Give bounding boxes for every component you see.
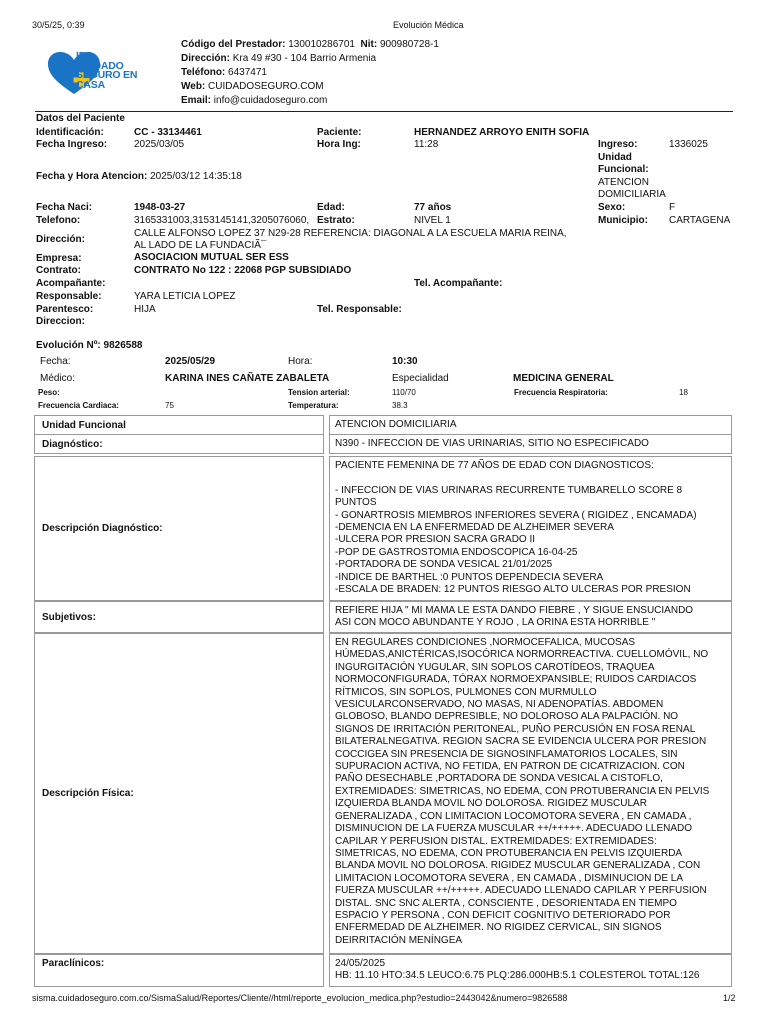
evo-hora-value: 10:30	[392, 356, 418, 367]
unidad-value-1: ATENCION	[598, 177, 649, 188]
fecha-naci-label: Fecha Naci:	[36, 202, 93, 213]
diagnostico-value: N390 - INFECCION DE VIAS URINARIAS, SITIO NO ESPECIFICADO	[329, 434, 732, 454]
patient-section-title: Datos del Paciente	[36, 113, 125, 124]
evo-temp-value: 38.3	[392, 401, 408, 410]
empresa-value: ASOCIACION MUTUAL SER ESS	[134, 252, 289, 263]
unidad-value-2: DOMICILIARIA	[598, 189, 666, 200]
direccion-patient-label: Dirección:	[36, 234, 85, 245]
descripcion-diagnostico-value: PACIENTE FEMENINA DE 77 AÑOS DE EDAD CON DIAGNOSTICOS: - INFECCION DE VIAS URINARAS RECURRENTE TUMBARELLO SCORE 8 PUNTOS - GONARTROSIS MIEMBROS INFERIORES SEVERA ( RIGIDEZ , ENCAMADA) -DEMENCIA EN LA ENFERMEDAD DE ALZHEIMER SEVERA -ULCERA POR PRESION SACRA GRADO II -POP DE GASTROSTOMIA ENDOSCOPICA 16-04-25 -PORTADORA DE SONDA VESICAL 21/01/2025 -INDICE DE BARTHEL :0 PUNTOS DEPENDECIA SEVERA -ESCALA DE BRADEN: 12 PUNTOS RIESGO ALTO ULCERAS POR PRESION	[329, 456, 732, 601]
responsable-value: YARA LETICIA LOPEZ	[134, 291, 236, 302]
paciente-label: Paciente:	[317, 127, 362, 138]
table-row-descripcion-fisica	[34, 633, 732, 954]
web-label: Web:	[181, 81, 206, 92]
sexo-value: F	[669, 202, 676, 213]
tel-responsable-label: Tel. Responsable:	[317, 304, 402, 315]
evo-especialidad-label: Especialidad	[392, 373, 449, 384]
evo-fresp-label: Frecuencia Respiratoria:	[514, 388, 608, 397]
municipio-value: CARTAGENA	[669, 215, 731, 226]
print-page-title: Evolución Médica	[393, 20, 464, 30]
estrato-label: Estrato:	[317, 215, 355, 226]
descripcion-diagnostico-label: Descripción Diagnóstico:	[34, 456, 324, 601]
evo-especialidad-value: MEDICINA GENERAL	[513, 373, 614, 384]
evo-fecha-label: Fecha:	[40, 356, 71, 367]
evo-tension-label: Tension arterial:	[288, 388, 350, 397]
evo-fcard-label: Frecuencia Cardiaca:	[38, 401, 119, 410]
email-label: Email:	[181, 95, 212, 106]
edad-label: Edad:	[317, 202, 345, 213]
evo-fresp-value: 18	[679, 388, 688, 397]
evo-tension-value: 110/70	[392, 388, 416, 397]
email-value: info@cuidadoseguro.com	[213, 95, 328, 106]
subjetivos-value: REFIERE HIJA " MI MAMA LE ESTA DANDO FIEBRE , Y SIGUE ENSUCIANDO ASI CON MOCO ABUNDANTE Y ROJO , LA ORINA ESTA HORRIBLE "	[329, 601, 732, 633]
contrato-value: CONTRATO No 122 : 22068 PGP SUBSIDIADO	[134, 265, 352, 276]
subjetivos-label: Subjetivos:	[34, 601, 324, 633]
direccion-value: Kra 49 #30 - 104 Barrio Armenia	[232, 53, 377, 64]
nit-value: 900980728-1	[380, 39, 439, 50]
evo-peso-label: Peso:	[38, 388, 60, 397]
table-row-diagnostico	[34, 434, 732, 454]
print-page-count: 1/2	[723, 993, 736, 1003]
paciente-value: HERNANDEZ ARROYO ENITH SOFIA	[414, 127, 590, 138]
header-divider	[35, 111, 733, 112]
fecha-naci-value: 1948-03-27	[134, 202, 186, 213]
unidad-label-1: Unidad	[598, 152, 632, 163]
nit-label: Nit:	[360, 39, 378, 50]
evo-fecha-value: 2025/05/29	[165, 356, 216, 367]
ingreso-label: Ingreso:	[598, 139, 638, 150]
fecha-atencion-value: 2025/03/12 14:35:18	[150, 171, 242, 182]
direccion-label: Dirección:	[181, 53, 230, 64]
direccion-patient-value-1: CALLE ALFONSO LOPEZ 37 N29-28 REFERENCIA: DIAGONAL A LA ESCUELA MARIA REINA,	[134, 228, 567, 239]
estrato-value: NIVEL 1	[414, 215, 451, 226]
unidad-label-2: Funcional:	[598, 164, 649, 175]
table-row-subjetivos	[34, 601, 732, 633]
codigo-value: 130010286701	[288, 39, 355, 50]
web-value: CUIDADOSEGURO.COM	[208, 81, 324, 92]
evo-temp-label: Temperatura:	[288, 401, 339, 410]
logo-line-1: IPS	[76, 50, 93, 62]
unidad-funcional-value: ATENCION DOMICILIARIA	[329, 415, 732, 435]
diagnostico-label: Diagnóstico:	[34, 434, 324, 454]
codigo-label: Código del Prestador:	[181, 39, 286, 50]
hora-ing-label: Hora Ing:	[317, 139, 361, 150]
evo-fcard-value: 75	[165, 401, 174, 410]
fecha-atencion-label: Fecha y Hora Atencion:	[36, 171, 148, 182]
identificacion-value: CC - 33134461	[134, 127, 202, 138]
direccion-patient-value-2: AL LADO DE LA FUNDACIÃ¯	[134, 240, 267, 251]
telefono-value: 6437471	[228, 67, 267, 78]
print-url: sisma.cuidadoseguro.com.co/SismaSalud/Reportes/Cliente//html/reporte_evolucion_medica.php?estudio=2443042&numero=9826588	[32, 993, 568, 1003]
acompanante-label: Acompañante:	[36, 278, 106, 289]
paraclinicos-value: 24/05/2025 HB: 11.10 HTO:34.5 LEUCO:6.75 PLQ:286.000HB:5.1 COLESTEROL TOTAL:126	[329, 954, 732, 987]
fecha-ingreso-label: Fecha Ingreso:	[36, 139, 108, 150]
ingreso-value: 1336025	[669, 139, 708, 150]
parentesco-value: HIJA	[134, 304, 156, 315]
logo-line-4: CASA	[76, 78, 105, 91]
logo-line-2: CUIDADO	[76, 59, 124, 72]
contrato-label: Contrato:	[36, 265, 81, 276]
responsable-label: Responsable:	[36, 291, 102, 302]
direccion2-label: Direccion:	[36, 316, 85, 327]
municipio-label: Municipio:	[598, 215, 648, 226]
descripcion-fisica-label: Descripción Física:	[34, 633, 324, 954]
table-row-unidad	[34, 415, 732, 435]
hora-ing-value: 11:28	[414, 139, 439, 150]
evolucion-title: Evolución Nº: 9826588	[36, 340, 143, 351]
evo-medico-label: Médico:	[40, 373, 76, 384]
telefono-label: Telefono:	[36, 215, 81, 226]
fecha-ingreso-value: 2025/03/05	[134, 139, 185, 150]
unidad-funcional-label: Unidad Funcional	[34, 415, 324, 435]
telefono-value: 3165331003,3153145141,3205076060,	[134, 215, 310, 226]
parentesco-label: Parentesco:	[36, 304, 94, 315]
table-row-descripcion-diagnostico	[34, 456, 732, 601]
sexo-label: Sexo:	[598, 202, 626, 213]
print-datetime: 30/5/25, 0:39	[32, 20, 85, 30]
empresa-label: Empresa:	[36, 253, 82, 264]
identificacion-label: Identificación:	[36, 127, 104, 138]
evo-medico-value: KARINA INES CAÑATE ZABALETA	[165, 373, 330, 384]
descripcion-fisica-value: EN REGULARES CONDICIONES ,NORMOCEFALICA, MUCOSAS HÚMEDAS,ANICTÉRICAS,ISOCÓRICA NORMORREACTIVA. CUELLOMÓVIL, NO INGURGITACIÓN YUGULAR, SIN SOPLOS CAROTÍDEOS, TRAQUEA NORMOCONFIGURADA, TÓRAX NORMOEXPANSIBLE; RUIDOS CARDIACOS RÍTMICOS, SIN SOPLOS, PULMONES CON MURMULLO VESICULARCONSERVADO, NO MASAS, NI ADENOPATÍAS. ABDOMEN GLOBOSO, BLANDO DEPRESIBLE, NO DOLOROSO ALA PALPACIÓN. NO SIGNOS DE IRRITACIÓN PERITONEAL, PUÑO PERCUSIÓN EN FOSA RENAL BILATERALNEGATIVA. REGION SACRA SE EVIDENCIA ULCERA POR PRESION COCCIGEA SIN PRESENCIA DE SIGNOSINFLAMATORIOS LOCALES, SIN SUPURACION ACTIVA, NO FETIDA, EN PATRON DE CICATRIZACION. CON PAÑO DESECHABLE ,PORTADORA DE SONDA VESICAL A CISTOFLO, EXTREMIDADES: SIMETRICAS, NO EDEMA, CON PROTUBERANCIA EN PELVIS IZQUIERDA BLANDA MOVIL NO DOLOROSA. RIGIDEZ MUSCULAR GENERALIZADA , CON LIMITACION LOCOMOTORA SEVERA , EN CAMADA , DISMINUCION DE LA FUERZA MUSCULAR ++/+++++. ADECUADO LLENADO CAPILAR Y PERFUSION DISTAL. EXTREMIDADES: EXTREMIDADES: SIMETRICAS, NO EDEMA, CON PROTUBERANCIA EN PELVIS IZQUIERDA BLANDA MOVIL NO DOLOROSA. RIGIDEZ MUSCULAR GENERALIZADA , CON LIMITACION LOCOMOTORA SEVERA , EN CAMADA , DISMINUCION DE LA FUERZA MUSCULAR ++/+++++. ADECUADO LLENADO CAPILAR Y PERFUSION DISTAL. SNC SNC ALERTA , CONSCIENTE , DESORIENTADA EN TIEMPO ESPACIO Y PERSONA , CON DEFICIT COGNITIVO DETERIORADO POR ENFERMEDAD DE ALZHEIMER. NO RIGIDEZ CERVICAL, SIN SIGNOS DEIRRITACIÓN MENÍNGEA	[329, 633, 732, 954]
edad-value: 77 años	[414, 202, 452, 213]
paraclinicos-label: Paraclínicos:	[34, 954, 324, 987]
logo-line-3: SEGURO EN	[76, 69, 138, 82]
tel-acompanante-label: Tel. Acompañante:	[414, 278, 503, 289]
telefono-label: Teléfono:	[181, 67, 226, 78]
evo-hora-label: Hora:	[288, 356, 313, 367]
table-row-paraclinicos	[34, 954, 732, 987]
